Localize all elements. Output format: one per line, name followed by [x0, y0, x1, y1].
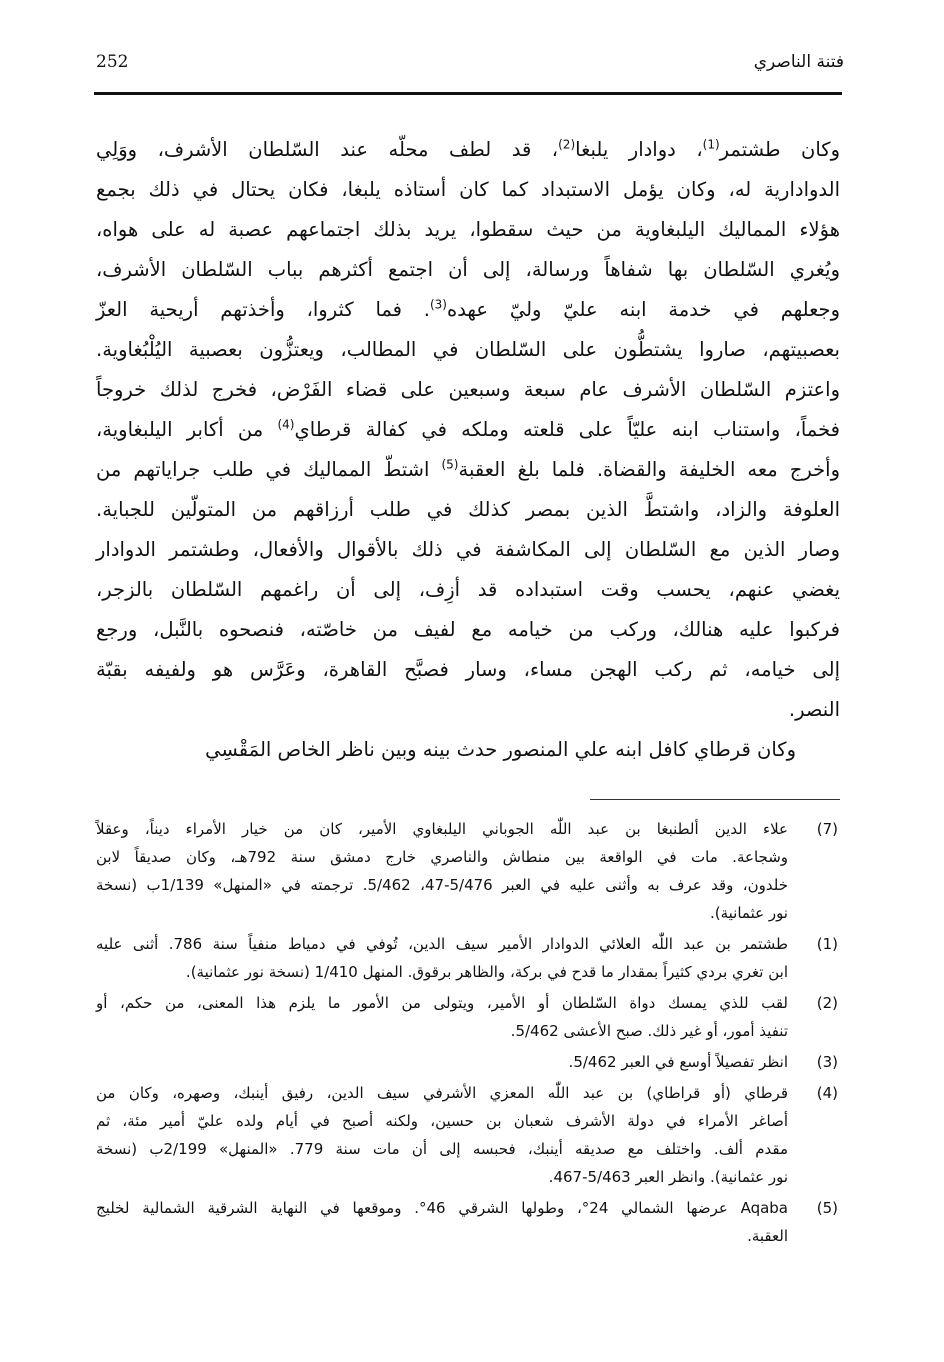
- footnote: [96, 815, 840, 927]
- text-line: [96, 650, 840, 690]
- text-segment: ، قد لطف محلّه عند السّلطان الأشرف، ووَلِي: [96, 138, 559, 161]
- footnote-line: نور عثمانية).: [709, 904, 788, 922]
- header-rule: [94, 92, 842, 95]
- footnote-line: وشجاعة. مات في الواقعة بين منطاش والناصري خارج دمشق سنة 792هـ، وكان صديقاً لابن: [96, 848, 789, 866]
- footnote-line: علاء الدين ألطنبغا بن عبد اللّٰه الجوباني اليلبغاوي الأمير، كان من خيار الأمراء ديناً، وعقلاً: [96, 820, 788, 838]
- text-segment: واعتزم السّلطان الأشرف عام سبعة وسبعين على قضاء الفَرْض، فخرج لذلك خروجاً: [96, 378, 840, 401]
- text-segment: وصار الذين مع السّلطان إلى المكاشفة في ذلك بالأقوال والأفعال، وطشتمر الدوادار: [96, 538, 840, 561]
- text-segment: . فما كثروا، وأخذتهم أريحية العزّ: [96, 298, 430, 321]
- footnote: [96, 930, 840, 986]
- footnote-ref: (2): [558, 137, 576, 152]
- footnote-number: (7): [816, 820, 838, 838]
- footnote-ref: (3): [429, 297, 447, 312]
- text-segment: إلى خيامه، ثم ركب الهجن مساء، وسار فصبَّح القاهرة، وعَرَّس هو ولفيفه بقبّة: [96, 658, 840, 681]
- footnote-ref: (1): [702, 137, 720, 152]
- text-line: [96, 690, 840, 730]
- text-line: [96, 530, 840, 570]
- footnotes: [96, 815, 840, 1253]
- text-segment: من أكابر اليلبغاوية،: [96, 418, 278, 441]
- footnote: [96, 1048, 840, 1076]
- text-line: [96, 450, 840, 490]
- footnote-line: انظر تفصيلاً أوسع في العبر 5/462.: [568, 1053, 788, 1071]
- text-segment: فركبوا عليه هنالك، وركب من خيامه مع لفيف من خاصّته، فنصحوه بالنَّبل، ورجع: [96, 618, 840, 641]
- footnote-number: (3): [816, 1053, 838, 1071]
- text-segment: ، دوادار يلبغا: [575, 138, 703, 161]
- footnote-number: (5): [816, 1199, 838, 1217]
- text-segment: وأخرج معه الخليفة والقضاة. فلما بلغ العقبة: [458, 458, 840, 481]
- footnote: [96, 989, 840, 1045]
- text-line: [96, 570, 840, 610]
- footnote-line: لقب للذي يمسك دواة السّلطان أو الأمير، ويتولى من الأمور ما يلزم هذا المعنى، من حكم، أو: [96, 994, 788, 1012]
- text-line: [96, 170, 840, 210]
- footnote: [96, 1194, 840, 1250]
- text-segment: فخماً، واستناب ابنه عليّاً على قلعته وملكه في كفالة قرطاي: [294, 418, 840, 441]
- footnote-line: Aqaba عرضها الشمالي 24°، وطولها الشرقي 46°. وموقعها في النهاية الشرقية الشمالية لخليج: [96, 1199, 789, 1217]
- text-segment: يغضي عنهم، يحسب وقت استبداده قد أزِف، إلى أن راغمهم السّلطان بالزجر،: [96, 578, 840, 601]
- text-segment: العلوفة والزاد، واشتطَّ الذين بمصر كذلك في طلب أرزاقهم من المتولّين للجباية.: [96, 498, 840, 521]
- footnote-number: (2): [816, 994, 838, 1012]
- text-line: [96, 370, 840, 410]
- page-number: 252: [96, 52, 129, 72]
- running-title: فتنة الناصري: [753, 52, 844, 72]
- text-segment: وكان طشتمر: [719, 138, 841, 161]
- text-segment: هؤلاء المماليك اليلبغاوية من حيث سقطوا، يريد بذلك اجتماعهم عصبة له على هواه،: [96, 218, 840, 241]
- footnote-ref: (4): [277, 417, 295, 432]
- text-line: [96, 330, 840, 370]
- footnote-line: خلدون، وقد عرف به وأثنى عليه في العبر 5/476-47، 5/462. ترجمته في «المنهل» 1/139ب (نسخة: [96, 876, 789, 894]
- footnote-line: مقدم ألف. واختلف مع صديقه أينبك، فحبسه إلى أن مات سنة 779. «المنهل» 2/199ب (نسخة: [96, 1140, 788, 1158]
- footnote-line: طشتمر بن عبد اللّٰه العلائي الدوادار الأمير سيف الدين، تُوفي في دمياط منفياً سنة 786. أثنى عليه: [96, 935, 788, 953]
- footnote-line: قرطاي (أو قراطاي) بن عبد اللّٰه المعزي الأشرفي سيف الدين، رفيق أينبك، وصهره، وكان من: [96, 1084, 788, 1102]
- text-line: [96, 250, 840, 290]
- footnote-line: نور عثمانية). وانظر العبر 5/463-467.: [548, 1168, 788, 1186]
- footnote-number: (4): [816, 1084, 838, 1102]
- text-segment: الدوادارية له، وكان يؤمل الاستبداد كما كان أستاذه يلبغا، فكان يحتال في ذلك بجمع: [96, 178, 840, 201]
- text-line: [96, 610, 840, 650]
- text-segment: ويُغري السّلطان بها شفاهاً ورسالة، إلى أن اجتمع أكثرهم بباب السّلطان الأشرف،: [96, 258, 840, 281]
- text-segment: وجعلهم في خدمة ابنه عليّ وليّ عهده: [446, 298, 840, 321]
- footnote-number: (1): [816, 935, 838, 953]
- text-line: [96, 490, 840, 530]
- text-segment: اشتطّ المماليك في طلب جراياتهم من: [96, 458, 442, 481]
- main-text: [96, 130, 840, 770]
- footnote-line: ابن تغري بردي كثيراً بمقدار ما قدح في بركة، والظاهر برقوق. المنهل 1/410 (نسخة نور عثمانية).: [185, 963, 788, 981]
- footnote-separator: [590, 799, 840, 800]
- text-line: [96, 410, 840, 450]
- text-line: [96, 210, 840, 250]
- footnote: [96, 1079, 840, 1191]
- footnote-line: تنفيذ أمور، أو غير ذلك. صبح الأعشى 5/462.: [510, 1022, 788, 1040]
- text-line: [96, 290, 840, 330]
- footnote-line: العقبة.: [747, 1227, 788, 1245]
- text-segment: وكان قرطاي كافل ابنه علي المنصور حدث بينه وبين ناظر الخاص المَقْسِي: [205, 738, 796, 761]
- footnote-line: أصاغر الأمراء في دولة الأشرف شعبان بن حسين، ولكنه أصبح في أيام ولده عليّ أمير مئة، ثم: [96, 1112, 788, 1130]
- text-segment: النصر.: [788, 698, 840, 721]
- text-line: [96, 130, 840, 170]
- footnote-ref: (5): [441, 457, 459, 472]
- text-segment: بعصبيتهم، صاروا يشتطُّون على السّلطان في المطالب، ويعتزُّون بعصبية اليُلْبُغاوية.: [96, 338, 840, 361]
- text-line: [96, 730, 840, 770]
